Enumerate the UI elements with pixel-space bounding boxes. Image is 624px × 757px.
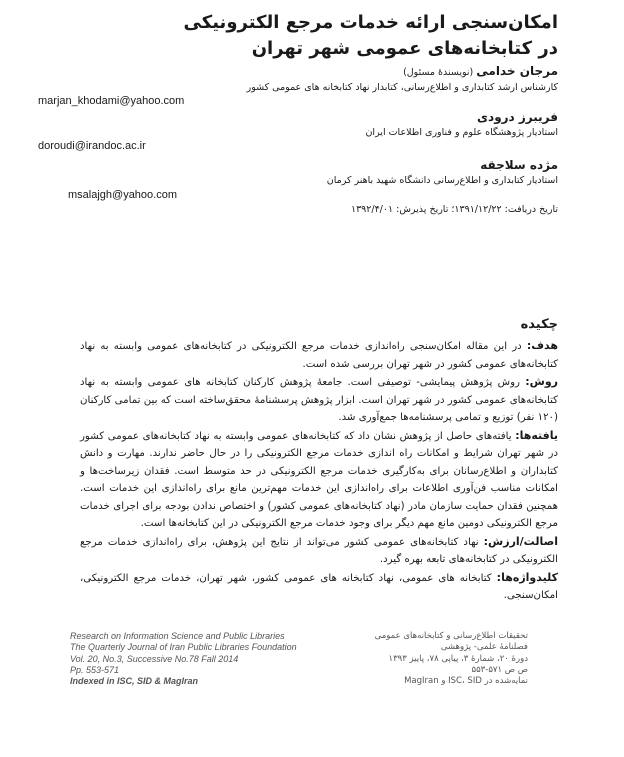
received-accepted-dates: تاریخ دریافت: ۱۳۹۱/۱۲/۲۲؛ تاریخ پذیرش: ۱۳۹۲/۴/۰۱ <box>350 204 558 215</box>
author-1-name: مرجان خدامی <box>476 64 558 78</box>
title-line-1: امکان‌سنجی ارائه خدمات مرجع الکترونیکی <box>183 12 558 33</box>
footer-en-line-3: Vol. 20, No.3, Successive No.78 Fall 2014 <box>70 653 239 664</box>
footer-fa-line-1: تحقیقات اطلاع‌رسانی و کتابخانه‌های عمومی <box>374 631 528 641</box>
abstract-keywords <box>80 569 558 605</box>
footer-en-line-1: Research on Information Science and Public Libraries <box>70 631 285 641</box>
abstract-heading: چکیده <box>520 317 558 332</box>
findings-text: یافته‌های حاصل از پژوهش نشان داد که کتابخانه‌های عمومی وابسته به نهاد کتابخانه‌های عمومی کشور در شهر تهران شرایط و امکانات راه اندازی خدمات مرجع الکترونیکی را در حال حاضر ندارند. مهارت و دانش کتابداران و اطلاع‌رسانان برای به‌کارگیری خدمات مرجع الکترونیکی در حد متوسط است. فقدان زیرساخت‌ها و امکانات مناسب فن‌آوری اطلاعات برای راه‌اندازی این خدمات مهم‌ترین مانع برای راه‌اندازی این خدمات است. همچنین فقدان حمایت سازمان مادر (نهاد کتابخانه‌های عمومی کشور) و اختصاص ندادن بودجه برای اجرای خدمات مرجع الکترونیکی دومین مانع مهم دیگر برای وجود خدمات مرجع الکترونیکی در این کتابخانه‌ها است. <box>80 430 558 529</box>
footer-en-line-4: Pp. 553-571 <box>70 664 120 675</box>
objective-text: در این مقاله امکان‌سنجی راه‌اندازی خدمات مرجع الکترونیکی در کتابخانه‌های عمومی وابسته به نهاد کتابخانه‌های عمومی کشور در شهر تهران بررسی شده است. <box>80 341 558 370</box>
author-1-email: marjan_khodami@yahoo.com <box>38 95 185 107</box>
paper-title <box>58 10 558 62</box>
journal-footer-english <box>70 631 340 687</box>
author-2-affiliation: استادیار پژوهشگاه علوم و فناوری اطلاعات ایران <box>365 127 558 138</box>
author-2-name: فریبرز درودی <box>477 110 558 124</box>
author-3-email-row <box>68 189 268 201</box>
abstract-method <box>80 373 558 427</box>
method-label: روش: <box>525 375 558 388</box>
author-1 <box>38 64 558 107</box>
findings-label: یافته‌ها: <box>515 428 558 442</box>
title-line-2: در کتابخانه‌های عمومی شهر تهران <box>251 38 558 59</box>
footer-fa-line-5: نمایه‌شده در ISC، SID و MagIran <box>404 676 528 687</box>
footer-fa-line-3: دورهٔ ۲۰، شمارهٔ ۳، پیاپی ۷۸، پاییز ۱۳۹۳ <box>388 653 528 664</box>
abstract-originality <box>80 533 558 569</box>
footer-fa-line-4: ص ص ۵۷۱-۵۵۳ <box>471 664 528 675</box>
objective-label: هدف: <box>526 339 558 352</box>
footer-fa-line-2: فصلنامهٔ علمی- پژوهشی <box>440 642 528 653</box>
journal-footer-persian <box>328 631 528 687</box>
originality-text: نهاد کتابخانه‌های عمومی کشور می‌تواند از نتایج این پژوهش، برای راه‌اندازی خدمات مرجع الکترونیکی در کتابخانه‌های تابعه بهره گیرد. <box>80 536 558 565</box>
footer-en-line-2: The Quarterly Journal of Iran Public Libraries Foundation <box>70 642 297 653</box>
author-3-affiliation: استادیار کتابداری و اطلاع‌رسانی دانشگاه شهید باهنر کرمان <box>326 175 558 186</box>
abstract-findings <box>80 427 558 533</box>
keywords-label: کلیدواژه‌ها: <box>496 570 558 584</box>
keywords-text: کتابخانه های عمومی، نهاد کتابخانه های عمومی کشور، شهر تهران، خدمات مرجع الکترونیکی، امکان‌سنجی. <box>80 572 558 601</box>
author-3-email: msalajgh@yahoo.com <box>68 189 177 201</box>
author-2-email: doroudi@irandoc.ac.ir <box>38 140 146 152</box>
author-3 <box>38 158 558 188</box>
author-1-role: (نویسندهٔ مسئول) <box>403 67 477 78</box>
author-3-name: مژده سلاجقه <box>480 158 558 172</box>
abstract-body <box>80 337 558 605</box>
abstract-objective <box>80 337 558 373</box>
author-2 <box>38 110 558 152</box>
author-1-affiliation: کارشناس ارشد کتابداری و اطلاع‌رسانی، کتابدار نهاد کتابخانه های عمومی کشور <box>246 82 558 93</box>
method-text: روش پژوهش پیمایشی- توصیفی است. جامعهٔ پژوهش کارکنان کتابخانه های عمومی وابسته به نهاد کتابخانه‌های عمومی کشور در شهر تهران است. ابزار پژوهش پرسشنامهٔ محقق‌ساخته است که بین تمامی کارکنان (۱۲۰ نفر) توزیع و تمامی پرسشنامه‌ها جمع‌آوری شد. <box>80 377 558 423</box>
originality-label: اصالت/ارزش: <box>483 534 558 548</box>
footer-en-line-5: Indexed in ISC, SID & MagIran <box>70 676 199 687</box>
